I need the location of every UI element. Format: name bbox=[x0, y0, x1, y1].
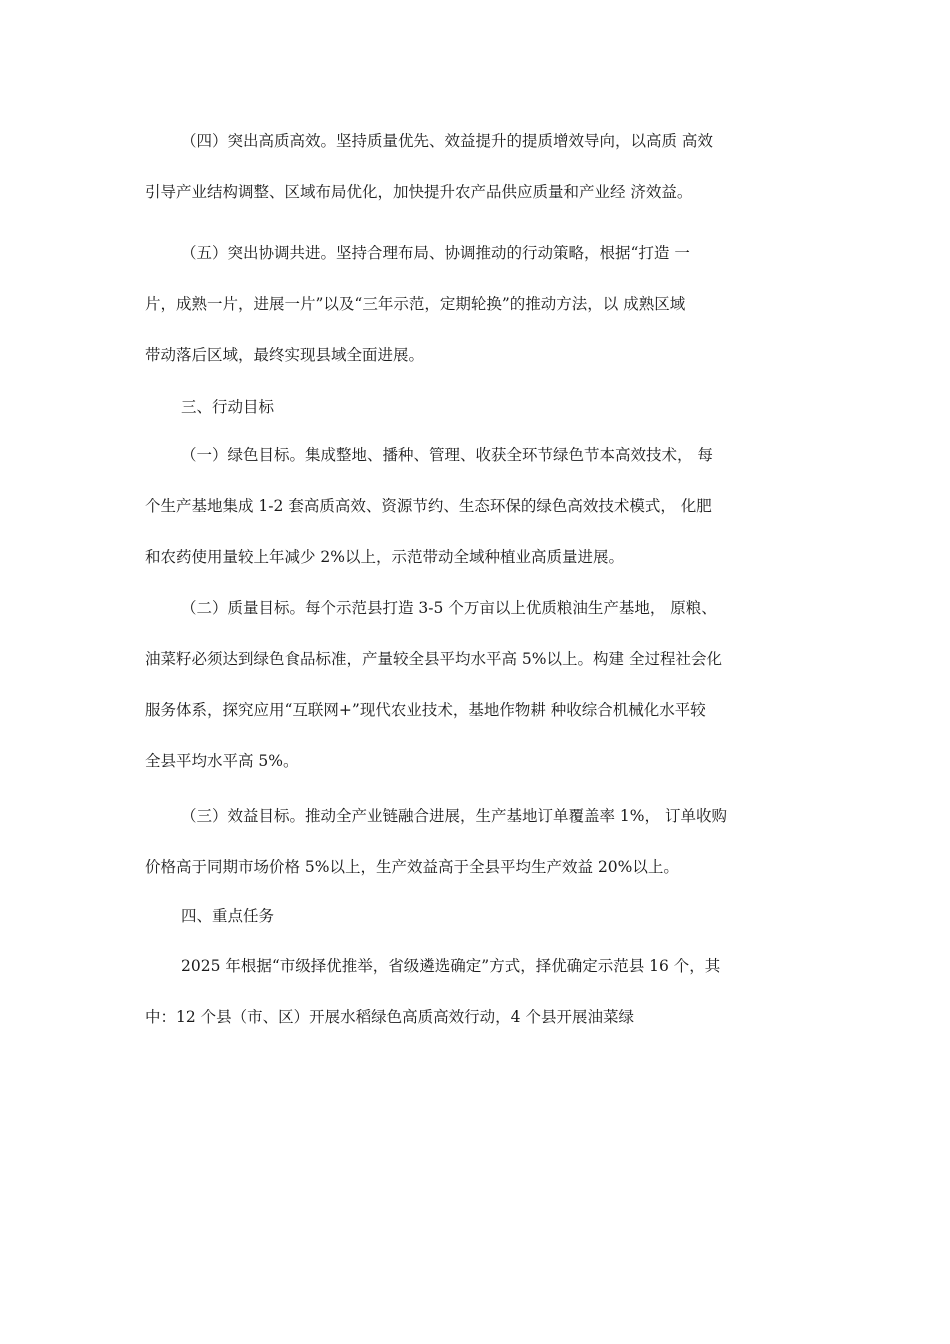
text-line: 三、行动目标 bbox=[181, 398, 275, 416]
text-line: （二）质量目标。每个示范县打造 3-5 个万亩以上优质粮油生产基地， 原粮、 bbox=[181, 599, 717, 617]
text-line: 服务体系，探究应用“互联网+”现代农业技术，基地作物耕 种收综合机械化水平较 bbox=[145, 701, 706, 719]
paragraph-benefit-goal bbox=[145, 791, 817, 893]
text-line: 四、重点任务 bbox=[181, 907, 275, 925]
text-line: （五）突出协调共进。坚持合理布局、协调推动的行动策略，根据“打造 一 bbox=[181, 244, 690, 262]
paragraph-green-goal bbox=[145, 430, 817, 583]
text-line: 油菜籽必须达到绿色食品标准，产量较全县平均水平高 5%以上。构建 全过程社会化 bbox=[145, 650, 722, 668]
text-line: 引导产业结构调整、区域布局优化，加快提升农产品供应质量和产业经 济效益。 bbox=[145, 183, 693, 201]
paragraph-focus-quality-efficiency bbox=[145, 116, 817, 218]
section-heading-key-tasks bbox=[145, 891, 817, 942]
paragraph-task-2025 bbox=[145, 941, 817, 1043]
text-line: 价格高于同期市场价格 5%以上，生产效益高于全县平均生产效益 20%以上。 bbox=[145, 858, 679, 876]
text-line: （四）突出高质高效。坚持质量优先、效益提升的提质增效导向，以高质 高效 bbox=[181, 132, 713, 150]
text-line: （三）效益目标。推动全产业链融合进展，生产基地订单覆盖率 1%， 订单收购 bbox=[181, 807, 727, 825]
text-line: 全县平均水平高 5%。 bbox=[145, 752, 299, 770]
paragraph-focus-coordination bbox=[145, 228, 817, 381]
text-line: 和农药使用量较上年减少 2%以上，示范带动全域种植业高质量进展。 bbox=[145, 548, 625, 566]
text-line: 带动落后区域，最终实现县域全面进展。 bbox=[145, 346, 425, 364]
text-line: 中：12 个县（市、区）开展水稻绿色高质高效行动，4 个县开展油菜绿 bbox=[145, 1008, 634, 1026]
text-line: 2025 年根据“市级择优推举，省级遴选确定”方式，择优确定示范县 16 个，其 bbox=[181, 957, 721, 975]
text-line: 个生产基地集成 1-2 套高质高效、资源节约、生态环保的绿色高效技术模式， 化肥 bbox=[145, 497, 712, 515]
text-line: 片，成熟一片，进展一片”以及“三年示范，定期轮换”的推动方法，以 成熟区域 bbox=[145, 295, 686, 313]
text-line: （一）绿色目标。集成整地、播种、管理、收获全环节绿色节本高效技术， 每 bbox=[181, 446, 713, 464]
section-heading-action-goals bbox=[145, 382, 817, 433]
paragraph-quality-goal bbox=[145, 583, 817, 787]
